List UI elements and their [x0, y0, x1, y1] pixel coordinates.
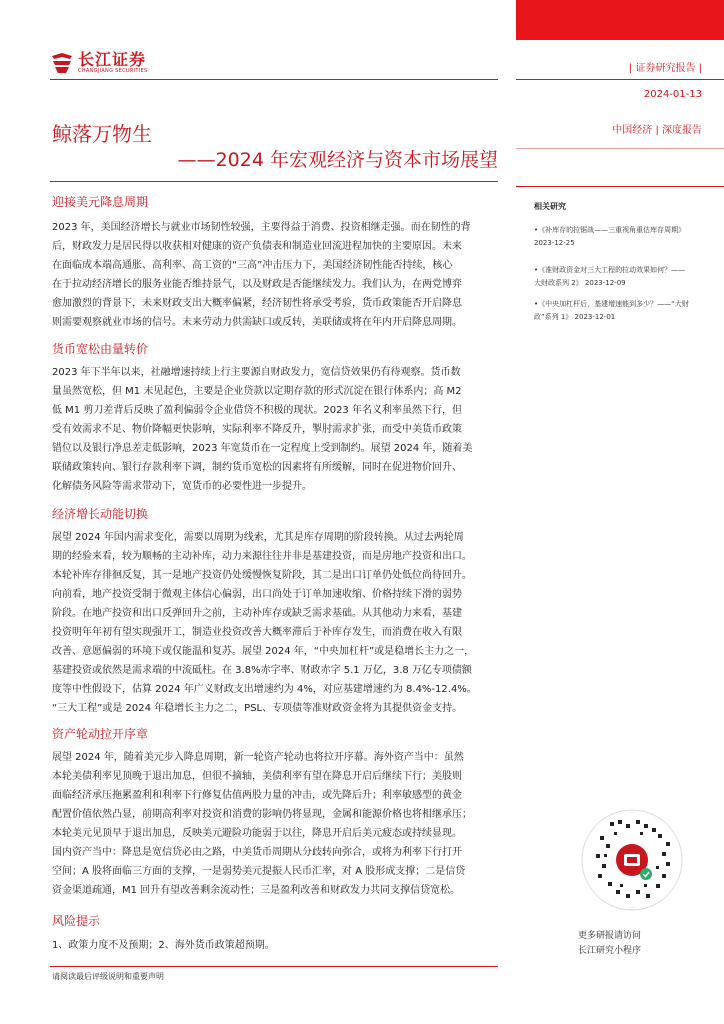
section-body [52, 363, 498, 496]
header-divider [50, 79, 498, 80]
related-item-title: •《中央加杠杆后，基建增速能到多少？——“大财 [534, 300, 689, 308]
text-line: 展望 2024 年国内需求变化，需要以周期为线索，尤其是库存周期的阶段转换。从过去两轮周 [52, 532, 464, 543]
text-line: “三大工程”或是 2024 年稳增长主力之二，PSL、专项债等准财政资金将为其提供资金支持。 [52, 703, 463, 714]
text-line: 则需要观察就业市场的信号。未来劳动力供需缺口或反转，美联储或将在年内开启降息周期。 [52, 317, 462, 328]
footer-divider [50, 966, 498, 967]
text-line: 在面临成本端高通胀、高利率、高工资的“三高”冲击压力下，美国经济韧性能否持续，核心 [52, 260, 453, 271]
text-line: 愈加激烈的背景下，未来财政支出大概率偏紧，经济韧性将承受考验，货币政策能否开启降息 [52, 298, 462, 309]
related-item[interactable] [534, 264, 706, 290]
text-line: 低 M1 剪刀差背后反映了盈利偏弱令企业借贷不积极的现状。2023 年名义利率虽然下行，但 [52, 405, 462, 416]
text-line: 本轮美元见顶早于退出加息，反映美元避险功能弱于以往，降息开启后美元疲态或持续显现。 [52, 828, 462, 839]
related-item-title: •《补库存的拉锯战——三重视角重估库存周期》 [534, 226, 686, 234]
text-line: 2023 年下半年以来，社融增速持续上行主要源自财政发力，宽信贷效果仍有待观察。货币数 [52, 367, 461, 378]
text-line: 国内资产当中：降息是宽信贷必由之路，中美货币周期从分歧转向弥合，或将为利率下行打开 [52, 847, 462, 858]
text-line: 空间；A 股将面临三方面的支撑，一是弱势美元提振人民币汇率，对 A 股形成支撑；二是信贷 [52, 866, 466, 877]
text-line: 化解债务风险等需求带动下，宽货币的必要性进一步提升。 [52, 481, 312, 492]
text-line: 期的经验来看，较为顺畅的主动补库，动力来源往往并非是基建投资，而是房地产投资和出口。 [52, 551, 472, 562]
report-type: | 证券研究报告 | [628, 63, 702, 74]
report-title: 鲸落万物生 [52, 122, 152, 146]
text-line: 1、政策力度不及预期；2、海外货币政策超预期。 [52, 940, 275, 951]
section-body [52, 748, 498, 900]
text-line: 后，财政发力是居民得以收获相对健康的资产负债表和制造业回流进程加快的主要原因。未来 [52, 241, 462, 252]
title-divider [50, 181, 498, 182]
section-heading: 资产轮动拉开序章 [52, 727, 149, 741]
related-item-date: 2023-12-09 [584, 279, 626, 287]
report-category: 中国经济 | 深度报告 [612, 125, 702, 136]
related-item-title: •《准财政资金对三大工程的拉动效果如何？—— [534, 266, 686, 274]
section-heading: 迎接美元降息周期 [52, 195, 149, 209]
text-line: 错位以及银行净息差走低影响，2023 年宽货币在一定程度上受到制约。展望 2024 年，随着美 [52, 443, 473, 454]
text-line: 在于拉动经济增长的服务业能否维持景气，以及财政是否能继续发力。我们认为，在两党博弈 [52, 279, 462, 290]
sidebar-divider [516, 148, 724, 149]
related-item-title-cont: 大财政系列 2》 [534, 279, 583, 287]
logo-english: CHANGJIANG SECURITIES [78, 68, 148, 74]
text-line: 联储政策转向、银行存款利率下调，制约货币宽松的因素将有所缓解，同时在促进物价回升、 [52, 462, 462, 473]
qr-caption: 更多研报请访问 [578, 931, 642, 941]
text-line: 改善、意愿偏弱的环境下或仅能温和复苏。展望 2024 年，“中央加杠杆”或是稳增长主力之一， [52, 646, 475, 657]
text-line: 2023 年，美国经济增长与就业市场韧性较强，主要得益于消费、投资相继走强。而在韧性的背 [52, 222, 471, 233]
sidebar-divider-top [516, 79, 724, 80]
section-heading: 经济增长动能切换 [52, 507, 149, 521]
text-line: 本轮补库存徘徊反复，其一是地产投资仍处缓慢恢复阶段，其二是出口订单仍处低位尚待回升。 [52, 570, 472, 581]
text-line: 量虽然宽松，但 M1 未见起色，主要是企业贷款以定期存款的形式沉淀在银行体系内；高 M2 [52, 386, 462, 397]
footer-disclaimer[interactable]: 请阅读最后评级说明和重要声明 [52, 972, 164, 981]
report-subtitle: ——2024 年宏观经济与资本市场展望 [177, 149, 498, 171]
text-line: 资金渠道疏通，M1 回升有望改善剩余流动性；三是盈利改善和财政发力共同支撑信贷宽松。 [52, 885, 461, 896]
text-line: 展望 2024 年，随着美元步入降息周期，新一轮资产轮动也将拉开序幕。海外资产当中：虽然 [52, 752, 464, 763]
text-line: 面临经济承压拖累盈利和利率下行修复估值两股力量的冲击，或先降后升；利率敏感型的黄金 [52, 790, 462, 801]
section-body [52, 936, 498, 955]
related-item[interactable] [534, 224, 706, 250]
text-line: 受有效需求不足、物价降幅更快影响，实际利率不降反升，掣肘需求扩张，而受中美货币政策 [52, 424, 462, 435]
text-line: 配置价值依然凸显，前期高利率对投资和消费的影响仍将显现，金属和能源价格也将相继承压； [52, 809, 472, 820]
text-line: 投资明年年初有望实现强开工，制造业投资改善大概率滞后于补库存发生，而消费在收入有限 [52, 627, 462, 638]
text-line: 阶段。在地产投资和出口反弹回升之前，主动补库存或缺乏需求基础。从其他动力来看，基建 [52, 608, 462, 619]
section-heading: 风险提示 [52, 914, 101, 928]
section-heading: 货币宽松由量转价 [52, 342, 149, 356]
company-logo [50, 50, 147, 76]
section-body [52, 528, 498, 718]
qr-code-icon[interactable] [580, 808, 684, 912]
section-body [52, 218, 498, 332]
qr-caption: 长江研究小程序 [578, 946, 642, 956]
related-item-title-cont: 政”系列 1》 [534, 313, 573, 321]
related-item[interactable] [534, 298, 706, 324]
report-date: 2024-01-13 [643, 89, 702, 100]
logo-mark-icon [50, 52, 74, 74]
top-red-band [516, 0, 724, 40]
text-line: 向前看，地产投资受制于微观主体信心偏弱，出口尚处于订单加速收缩、价格持续下滑的弱势 [52, 589, 462, 600]
related-item-date: 2023-12-01 [574, 313, 616, 321]
sidebar-divider [516, 186, 724, 187]
related-item-date: 2023-12-25 [534, 239, 575, 247]
text-line: 度等中性假设下，估算 2024 年广义财政支出增速约为 4%，对应基建增速约为 8.4%-12.4%。 [52, 684, 477, 695]
logo-name: 长江证券 [78, 50, 147, 69]
text-line: 本轮美债利率见顶晚于退出加息，但很不摘轴，美债利率有望在降息开启后继续下行；美股则 [52, 771, 462, 782]
related-research-title: 相关研究 [534, 202, 566, 211]
text-line: 基建投资或依然是需求端的中流砥柱。在 3.8%赤字率、财政赤字 5.1 万亿，3.8 万亿专项债额 [52, 665, 472, 676]
